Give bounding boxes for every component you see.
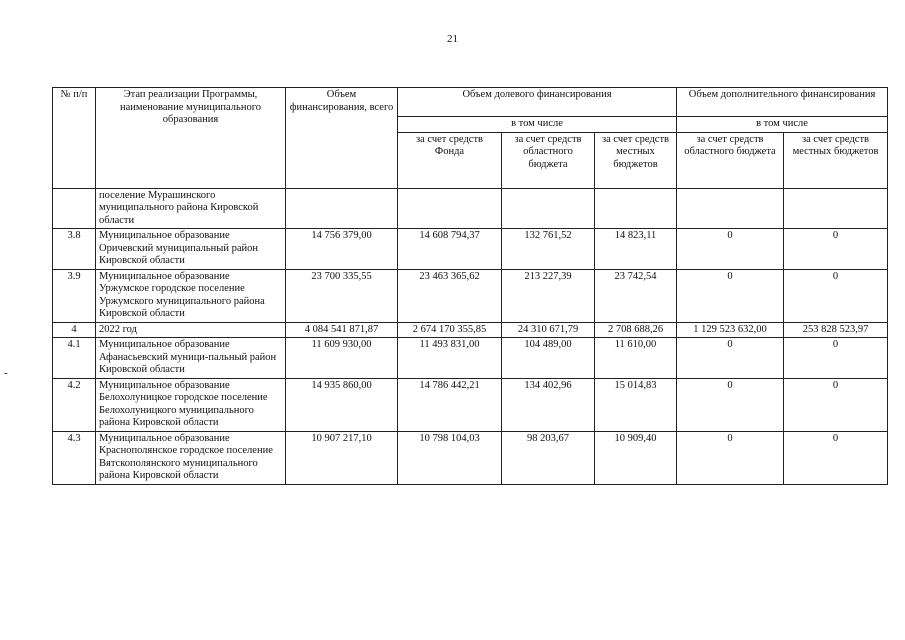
row-add-regional: 1 129 523 632,00 (677, 322, 784, 338)
row-fund (398, 188, 502, 229)
row-fund: 10 798 104,03 (398, 431, 502, 484)
row-num (53, 188, 96, 229)
row-add-local: 0 (784, 269, 888, 322)
row-num: 3.8 (53, 229, 96, 270)
margin-mark: - (4, 367, 8, 379)
header-row-1 (53, 88, 888, 117)
row-local: 14 823,11 (595, 229, 677, 270)
header-fund: за счет средств Фонда (398, 132, 502, 188)
row-name: Муниципальное образование Белохолуницкое городское поселение Белохолуницкого муниципального района Кировской области (96, 378, 286, 431)
header-num: № п/п (53, 88, 96, 189)
table-row (53, 269, 888, 322)
row-add-regional: 0 (677, 269, 784, 322)
row-name: Муниципальное образование Краснополянское городское поселение Вятскополянского муниципального района Кировской области (96, 431, 286, 484)
row-total: 11 609 930,00 (286, 338, 398, 379)
header-additional: Объем дополнительного финансирования (677, 88, 888, 117)
header-including-additional: в том числе (677, 117, 888, 133)
row-add-local: 253 828 523,97 (784, 322, 888, 338)
table-row (53, 229, 888, 270)
row-add-regional: 0 (677, 229, 784, 270)
header-add-local: за счет средств местных бюджетов (784, 132, 888, 188)
row-add-regional: 0 (677, 378, 784, 431)
row-regional: 134 402,96 (502, 378, 595, 431)
row-num: 3.9 (53, 269, 96, 322)
row-regional: 104 489,00 (502, 338, 595, 379)
row-local: 23 742,54 (595, 269, 677, 322)
header-add-regional: за счет средств областного бюджета (677, 132, 784, 188)
row-num: 4 (53, 322, 96, 338)
row-num: 4.3 (53, 431, 96, 484)
table-row (53, 338, 888, 379)
row-regional (502, 188, 595, 229)
row-local: 15 014,83 (595, 378, 677, 431)
row-local (595, 188, 677, 229)
row-regional: 98 203,67 (502, 431, 595, 484)
header-stage: Этап реализации Программы, наименование муниципального образования (96, 88, 286, 189)
row-total: 4 084 541 871,87 (286, 322, 398, 338)
row-num: 4.1 (53, 338, 96, 379)
row-fund: 11 493 831,00 (398, 338, 502, 379)
row-total (286, 188, 398, 229)
row-name: 2022 год (96, 322, 286, 338)
row-name: Муниципальное образование Афанасьевский муници-пальный район Кировской области (96, 338, 286, 379)
header-regional: за счет средств областного бюджета (502, 132, 595, 188)
row-local: 11 610,00 (595, 338, 677, 379)
row-name: Муниципальное образование Оричевский муниципальный район Кировской области (96, 229, 286, 270)
table-row (53, 378, 888, 431)
row-add-regional: 0 (677, 431, 784, 484)
row-local: 2 708 688,26 (595, 322, 677, 338)
row-total: 10 907 217,10 (286, 431, 398, 484)
row-fund: 14 608 794,37 (398, 229, 502, 270)
row-fund: 14 786 442,21 (398, 378, 502, 431)
row-fund: 2 674 170 355,85 (398, 322, 502, 338)
table-row (53, 431, 888, 484)
header-including-shared: в том числе (398, 117, 677, 133)
row-total: 14 935 860,00 (286, 378, 398, 431)
row-add-regional (677, 188, 784, 229)
row-add-local: 0 (784, 229, 888, 270)
year-row (53, 322, 888, 338)
row-name: Муниципальное образование Уржумское городское поселение Уржумского муниципального района Кировской области (96, 269, 286, 322)
row-num: 4.2 (53, 378, 96, 431)
row-add-local: 0 (784, 431, 888, 484)
row-add-local: 0 (784, 378, 888, 431)
header-total: Объем финансирования, всего (286, 88, 398, 189)
row-add-local (784, 188, 888, 229)
row-fund: 23 463 365,62 (398, 269, 502, 322)
row-regional: 132 761,52 (502, 229, 595, 270)
page-number: 21 (447, 33, 458, 45)
row-local: 10 909,40 (595, 431, 677, 484)
row-add-local: 0 (784, 338, 888, 379)
row-add-regional: 0 (677, 338, 784, 379)
row-name: поселение Мурашинского муниципального района Кировской области (96, 188, 286, 229)
row-total: 14 756 379,00 (286, 229, 398, 270)
header-local: за счет средств местных бюджетов (595, 132, 677, 188)
table-row (53, 188, 888, 229)
header-shared: Объем долевого финансирования (398, 88, 677, 117)
row-regional: 24 310 671,79 (502, 322, 595, 338)
row-total: 23 700 335,55 (286, 269, 398, 322)
row-regional: 213 227,39 (502, 269, 595, 322)
financing-table (52, 87, 888, 485)
